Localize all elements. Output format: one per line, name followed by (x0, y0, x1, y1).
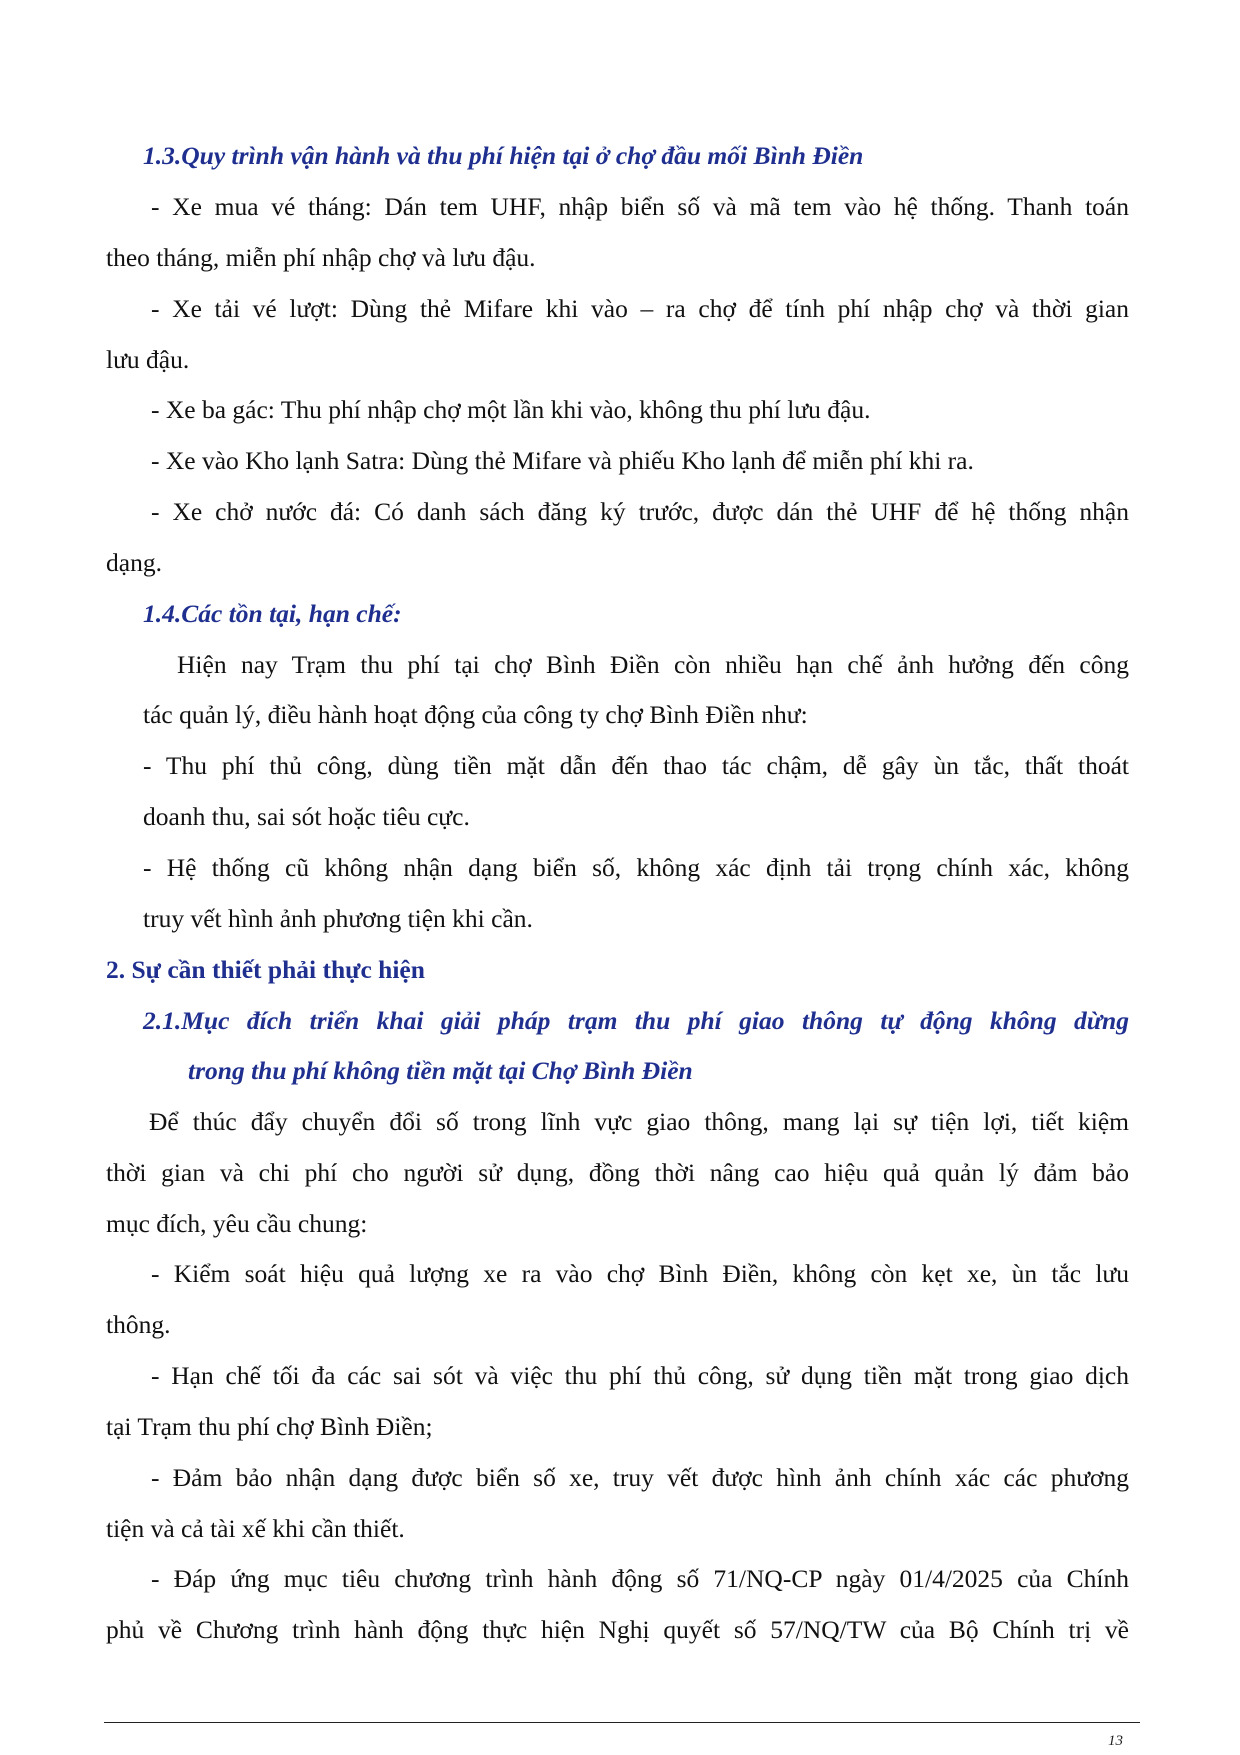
paragraph-line: - Đảm bảo nhận dạng được biển số xe, truy vết được hình ảnh chính xác các phương (151, 1463, 1129, 1492)
section-1-3-heading: 1.3.Quy trình vận hành và thu phí hiện tại ở chợ đầu mối Bình Điền (143, 141, 864, 170)
paragraph-line: - Hệ thống cũ không nhận dạng biển số, không xác định tải trọng chính xác, không (143, 853, 1129, 882)
section-2-1-heading-line2: trong thu phí không tiền mặt tại Chợ Bình Điền (188, 1056, 693, 1085)
paragraph-line: tác quản lý, điều hành hoạt động của công ty chợ Bình Điền như: (143, 700, 808, 729)
section-1-4-heading: 1.4.Các tồn tại, hạn chế: (143, 599, 402, 628)
paragraph-line: tiện và cả tài xế khi cần thiết. (106, 1514, 405, 1543)
section-2-heading: 2. Sự cần thiết phải thực hiện (106, 955, 425, 984)
paragraph-line: doanh thu, sai sót hoặc tiêu cực. (143, 802, 470, 831)
paragraph-line: theo tháng, miễn phí nhập chợ và lưu đậu. (106, 243, 536, 272)
paragraph-line: thời gian và chi phí cho người sử dụng, đồng thời nâng cao hiệu quả quản lý đảm bảo (106, 1158, 1129, 1187)
paragraph-line: - Xe mua vé tháng: Dán tem UHF, nhập biển số và mã tem vào hệ thống. Thanh toán (151, 192, 1129, 221)
paragraph-line: Hiện nay Trạm thu phí tại chợ Bình Điền còn nhiều hạn chế ảnh hưởng đến công (177, 650, 1129, 679)
paragraph-line: - Đáp ứng mục tiêu chương trình hành động số 71/NQ-CP ngày 01/4/2025 của Chính (151, 1564, 1129, 1593)
paragraph-line: thông. (106, 1310, 171, 1339)
footer-divider (104, 1722, 1140, 1723)
page-number: 13 (1108, 1733, 1123, 1749)
paragraph-line: tại Trạm thu phí chợ Bình Điền; (106, 1412, 433, 1441)
paragraph-line: - Xe vào Kho lạnh Satra: Dùng thẻ Mifare và phiếu Kho lạnh để miễn phí khi ra. (151, 446, 974, 475)
paragraph-line: truy vết hình ảnh phương tiện khi cần. (143, 904, 533, 933)
paragraph-line: dạng. (106, 548, 162, 577)
paragraph-line: - Thu phí thủ công, dùng tiền mặt dẫn đến thao tác chậm, dễ gây ùn tắc, thất thoát (143, 751, 1129, 780)
paragraph-line: phủ về Chương trình hành động thực hiện Nghị quyết số 57/NQ/TW của Bộ Chính trị về (106, 1615, 1129, 1644)
paragraph-line: - Hạn chế tối đa các sai sót và việc thu phí thủ công, sử dụng tiền mặt trong giao dịch (151, 1361, 1129, 1390)
paragraph-line: Để thúc đẩy chuyển đổi số trong lĩnh vực giao thông, mang lại sự tiện lợi, tiết kiệm (149, 1107, 1129, 1136)
paragraph-line: - Xe chở nước đá: Có danh sách đăng ký trước, được dán thẻ UHF để hệ thống nhận (151, 497, 1129, 526)
section-2-1-heading-line1: 2.1.Mục đích triển khai giải pháp trạm thu phí giao thông tự động không dừng (143, 1006, 1129, 1035)
paragraph-line: - Xe ba gác: Thu phí nhập chợ một lần khi vào, không thu phí lưu đậu. (151, 395, 871, 424)
paragraph-line: - Kiểm soát hiệu quả lượng xe ra vào chợ Bình Điền, không còn kẹt xe, ùn tắc lưu (151, 1259, 1129, 1288)
paragraph-line: lưu đậu. (106, 345, 190, 374)
paragraph-line: - Xe tải vé lượt: Dùng thẻ Mifare khi vào – ra chợ để tính phí nhập chợ và thời gian (151, 294, 1129, 323)
paragraph-line: mục đích, yêu cầu chung: (106, 1209, 368, 1238)
